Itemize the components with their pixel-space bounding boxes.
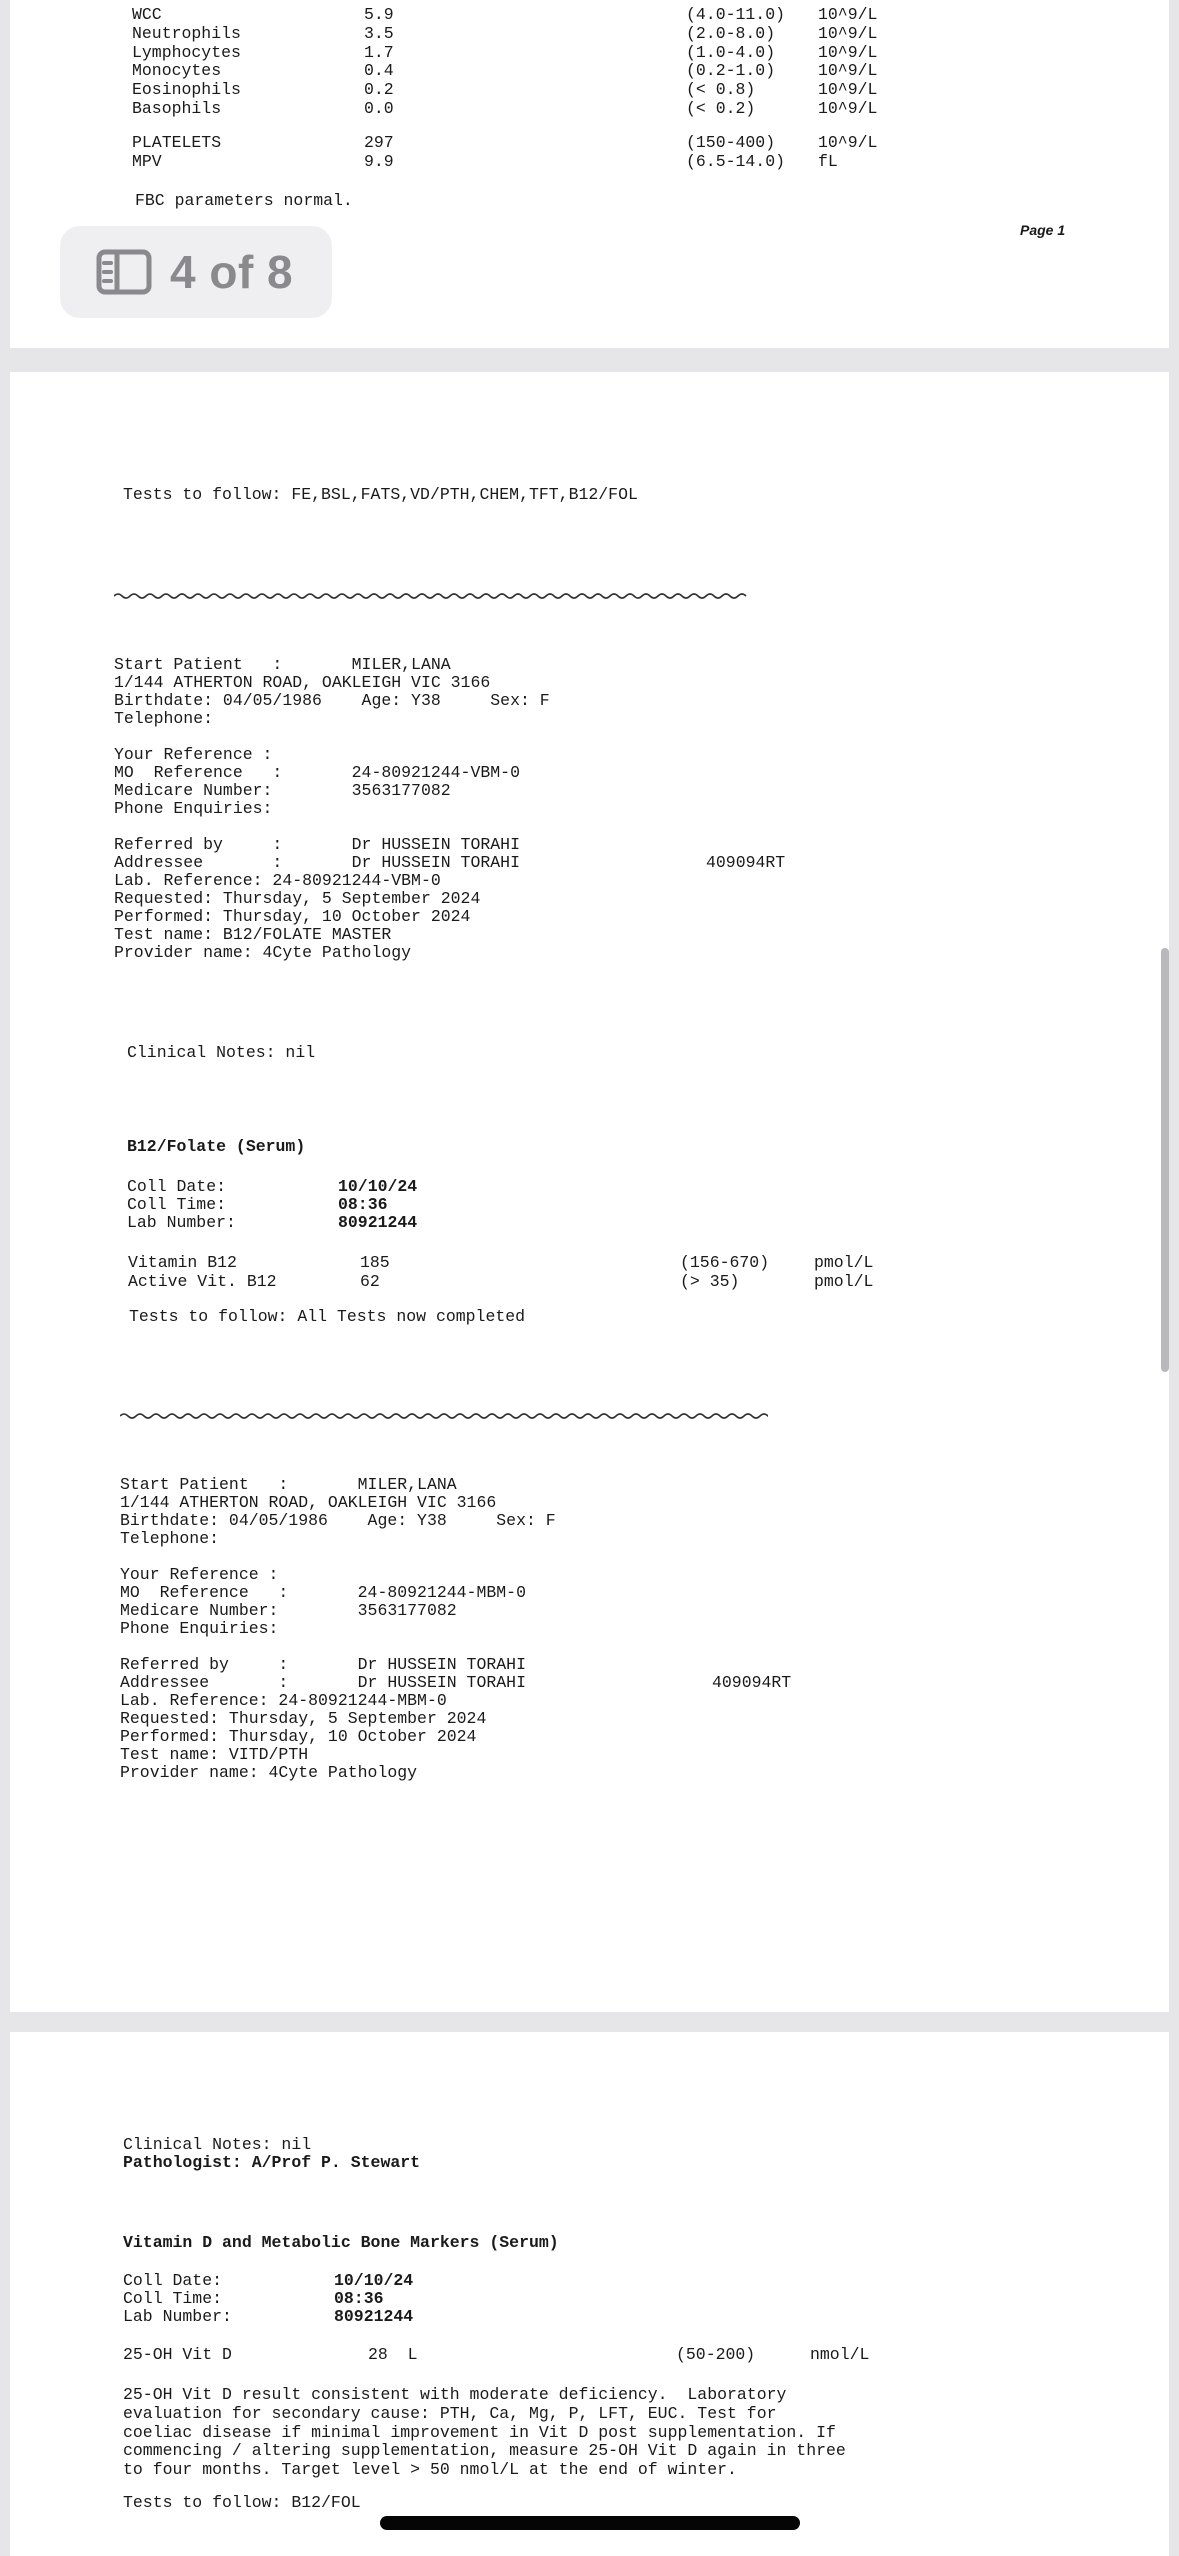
b12-result-value: 185: [360, 1253, 390, 1272]
referred-by: Referred by : Dr HUSSEIN TORAHI: [114, 835, 520, 854]
platelet-unit: 10^9/L: [818, 133, 878, 152]
platelet-range: (6.5-14.0): [686, 151, 786, 171]
page-indicator[interactable]: [60, 226, 332, 318]
performed-date: Performed: Thursday, 10 October 2024: [114, 907, 471, 926]
separator-line: [114, 592, 762, 600]
section-title: Vitamin D and Metabolic Bone Markers (Serum): [123, 2233, 559, 2252]
b12-result-name: Vitamin B12: [128, 1253, 237, 1272]
separator-line: [120, 1412, 768, 1420]
page-count: 4 of 8: [170, 246, 294, 298]
test-name: Test name: VITD/PTH: [120, 1745, 309, 1764]
patient-address: 1/144 ATHERTON ROAD, OAKLEIGH VIC 3166: [114, 673, 491, 692]
platelet-value: 297: [364, 133, 394, 152]
fbc-value: 0.0: [364, 99, 394, 118]
result-value: 28 L: [368, 2345, 418, 2364]
patient-birthdate: Birthdate: 04/05/1986 Age: Y38 Sex: F: [114, 691, 550, 710]
phone-enquiries: Phone Enquiries:: [120, 1619, 279, 1638]
fbc-name: Lymphocytes: [132, 42, 241, 62]
report-page-2: [10, 372, 1169, 2012]
lab-number-label: Lab Number:: [123, 2307, 232, 2326]
fbc-value: 3.5: [364, 23, 394, 43]
comment-line: to four months. Target level > 50 nmol/L at the end of winter.: [123, 2460, 737, 2480]
medicare-number: Medicare Number: 3563177082: [114, 781, 451, 800]
coll-date: 10/10/24: [338, 1177, 418, 1196]
platelet-value: 9.9: [364, 151, 394, 171]
fbc-unit: 10^9/L: [818, 42, 878, 62]
result-unit: nmol/L: [810, 2345, 870, 2364]
b12-result-unit: pmol/L: [814, 1253, 874, 1272]
home-indicator[interactable]: [380, 2516, 800, 2530]
lab-reference: Lab. Reference: 24-80921244-MBM-0: [120, 1691, 447, 1710]
addressee: Addressee : Dr HUSSEIN TORAHI: [120, 1673, 526, 1692]
b12-result-value: 62: [360, 1271, 380, 1291]
fbc-value: 1.7: [364, 42, 394, 62]
phone-enquiries: Phone Enquiries:: [114, 799, 273, 818]
patient-birthdate: Birthdate: 04/05/1986 Age: Y38 Sex: F: [120, 1511, 556, 1530]
scrollbar[interactable]: [1161, 948, 1169, 1372]
tests-to-follow: Tests to follow: FE,BSL,FATS,VD/PTH,CHEM,TFT,B12/FOL: [123, 485, 638, 504]
page-label: Page 1: [1020, 222, 1066, 238]
coll-date-label: Coll Date:: [127, 1177, 227, 1196]
fbc-unit: 10^9/L: [818, 23, 878, 43]
fbc-range: (< 0.8): [686, 80, 756, 100]
fbc-value: 0.4: [364, 61, 394, 81]
your-reference: Your Reference :: [114, 745, 273, 764]
pathologist: Pathologist: A/Prof P. Stewart: [123, 2153, 421, 2172]
fbc-name: Neutrophils: [132, 23, 241, 43]
comment-line: commencing / altering supplementation, measure 25-OH Vit D again in three: [123, 2441, 846, 2461]
fbc-name: Basophils: [132, 99, 222, 118]
platelet-name: PLATELETS: [132, 133, 222, 152]
fbc-unit: 10^9/L: [818, 5, 878, 24]
mo-reference: MO Reference : 24-80921244-VBM-0: [114, 763, 520, 782]
b12-result-unit: pmol/L: [814, 1271, 874, 1291]
comment-line: coeliac disease if minimal improvement in Vit D post supplementation. If: [123, 2422, 836, 2442]
result-range: (50-200): [676, 2345, 756, 2364]
fbc-name: Eosinophils: [132, 80, 241, 100]
tests-to-follow: Tests to follow: All Tests now completed: [129, 1307, 526, 1326]
coll-date-label: Coll Date:: [123, 2271, 223, 2290]
clinical-notes: Clinical Notes: nil: [127, 1043, 316, 1062]
b12-result-range: (156-670): [680, 1253, 770, 1272]
platelet-unit: fL: [818, 151, 838, 171]
provider-name: Provider name: 4Cyte Pathology: [120, 1763, 418, 1782]
provider-code: 409094RT: [712, 1673, 792, 1692]
addressee: Addressee : Dr HUSSEIN TORAHI: [114, 853, 520, 872]
referred-by: Referred by : Dr HUSSEIN TORAHI: [120, 1655, 526, 1674]
fbc-range: (< 0.2): [686, 99, 756, 118]
tests-to-follow: Tests to follow: B12/FOL: [123, 2493, 361, 2512]
section-title: B12/Folate (Serum): [127, 1137, 306, 1156]
fbc-unit: 10^9/L: [818, 99, 878, 118]
requested-date: Requested: Thursday, 5 September 2024: [114, 889, 481, 908]
provider-name: Provider name: 4Cyte Pathology: [114, 943, 412, 962]
comment-line: evaluation for secondary cause: PTH, Ca, Mg, P, LFT, EUC. Test for: [123, 2403, 777, 2423]
requested-date: Requested: Thursday, 5 September 2024: [120, 1709, 487, 1728]
coll-date: 10/10/24: [334, 2271, 414, 2290]
performed-date: Performed: Thursday, 10 October 2024: [120, 1727, 477, 1746]
result-name: 25-OH Vit D: [123, 2345, 232, 2364]
report-page-3: [10, 2032, 1169, 2556]
coll-time-label: Coll Time:: [123, 2289, 223, 2308]
mo-reference: MO Reference : 24-80921244-MBM-0: [120, 1583, 526, 1602]
platelet-name: MPV: [132, 151, 162, 171]
fbc-comment: FBC parameters normal.: [135, 191, 353, 210]
comment-line: 25-OH Vit D result consistent with moderate deficiency. Laboratory: [123, 2385, 787, 2404]
fbc-range: (0.2-1.0): [686, 61, 776, 81]
clinical-notes: Clinical Notes: nil: [123, 2135, 312, 2154]
lab-reference: Lab. Reference: 24-80921244-VBM-0: [114, 871, 441, 890]
fbc-unit: 10^9/L: [818, 61, 878, 81]
fbc-name: WCC: [132, 5, 162, 24]
sidebar-icon: [96, 249, 152, 295]
fbc-range: (4.0-11.0): [686, 5, 786, 24]
patient-telephone: Telephone:: [114, 709, 214, 728]
medicare-number: Medicare Number: 3563177082: [120, 1601, 457, 1620]
lab-number-label: Lab Number:: [127, 1213, 236, 1232]
your-reference: Your Reference :: [120, 1565, 279, 1584]
coll-time: 08:36: [334, 2289, 384, 2308]
lab-number: 80921244: [334, 2307, 414, 2326]
test-name: Test name: B12/FOLATE MASTER: [114, 925, 392, 944]
b12-result-range: (> 35): [680, 1271, 740, 1291]
lab-number: 80921244: [338, 1213, 418, 1232]
fbc-range: (2.0-8.0): [686, 23, 776, 43]
patient-address: 1/144 ATHERTON ROAD, OAKLEIGH VIC 3166: [120, 1493, 497, 1512]
fbc-value: 0.2: [364, 80, 394, 100]
provider-code: 409094RT: [706, 853, 786, 872]
coll-time: 08:36: [338, 1195, 388, 1214]
fbc-unit: 10^9/L: [818, 80, 878, 100]
patient-telephone: Telephone:: [120, 1529, 220, 1548]
fbc-name: Monocytes: [132, 61, 222, 81]
coll-time-label: Coll Time:: [127, 1195, 227, 1214]
platelet-range: (150-400): [686, 133, 776, 152]
fbc-range: (1.0-4.0): [686, 42, 776, 62]
start-patient: Start Patient : MILER,LANA: [120, 1475, 457, 1494]
b12-result-name: Active Vit. B12: [128, 1271, 277, 1291]
start-patient: Start Patient : MILER,LANA: [114, 655, 451, 674]
fbc-value: 5.9: [364, 5, 394, 24]
